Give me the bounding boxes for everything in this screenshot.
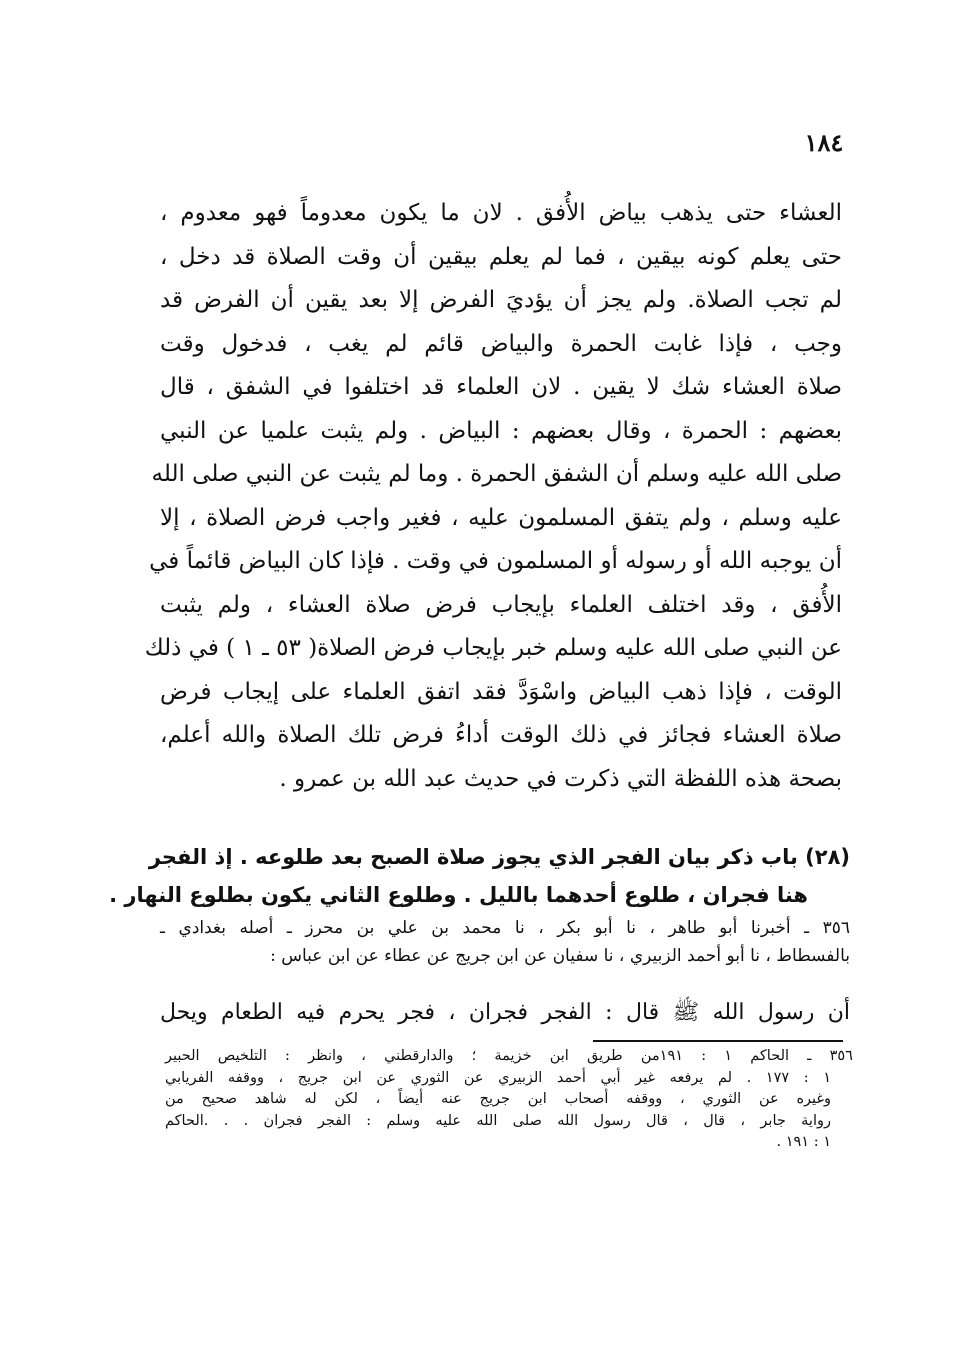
body-line: وجب ، فإذا غابت الحمرة والبياض قائم لم يغب ، فدخول وقت (160, 330, 842, 357)
footnote-line: وغيره عن الثوري ، ووقفه أصحاب ابن جريج عنه أيضاً ، لكن له شاهد صحيح من (165, 1091, 831, 1108)
body-line: حتى يعلم كونه بيقين ، فما لم يعلم بيقين أن وقت الصلاة قد دخل ، (160, 243, 842, 270)
body-line: العشاء حتى يذهب بياض الأُفق . لان ما يكون معدوماً فهو معدوم ، (160, 200, 842, 226)
body-line: بصحة هذه اللفظة التي ذكرت في حديث عبد الله بن عمرو . (279, 765, 842, 792)
footnote-line: ١ : ١٩١ . (776, 1134, 831, 1151)
page-number: ١٨٤ (804, 128, 844, 157)
main-body-text (144, 192, 842, 801)
footnote-line: ١ : ١٧٧ . لم يرفعه غير أبي أحمد الزبيري عن الثوري عن ابن جريج ، ووقفه الفريابي (165, 1069, 831, 1086)
hadith-text: أن رسول الله ﷺ قال : الفجر فجران ، فجر يحرم فيه الطعام ويحل (160, 1000, 850, 1025)
chapter-heading-line: (٢٨) باب ذكر بيان الفجر الذي يجوز صلاة الصبح بعد طلوعه . إذ الفجر (148, 845, 850, 869)
body-line: بعضهم : الحمرة ، وقال بعضهم : البياض . ولم يثبت علميا عن النبي (160, 417, 842, 444)
hadith-chain-line: بالفسطاط ، نا أبو أحمد الزبيري ، نا سفيان عن ابن جريج عن عطاء عن ابن عباس : (270, 946, 850, 966)
body-line: لم تجب الصلاة. ولم يجز أن يؤديَ الفرض إلا بعد يقين أن الفرض قد (160, 287, 842, 313)
hadith-chain (160, 914, 850, 970)
body-line: الأُفق ، وقد اختلف العلماء بإيجاب فرض صلاة العشاء ، ولم يثبت (160, 591, 842, 618)
chapter-heading (109, 838, 850, 914)
body-line: أن يوجبه الله أو رسوله أو المسلمون في وقت . فإذا كان البياض قائماً في (149, 548, 842, 574)
footnote-line: ٣٥٦ ـ الحاكم ١ : ١٩١من طريق ابن خزيمة ؛ والدارقطني ، وانظر : التلخيص الحبير (165, 1048, 853, 1064)
footnote-divider (593, 1040, 843, 1042)
body-line: صلى الله عليه وسلم أن الشفق الحمرة . وما لم يثبت عن النبي صلى الله (151, 461, 842, 487)
body-line: عن النبي صلى الله عليه وسلم خبر بإيجاب فرض الصلاة( ٥٣ ـ ١ ) في ذلك (144, 635, 842, 661)
body-line: صلاة العشاء شك لا يقين . لان العلماء قد اختلفوا في الشفق ، قال (160, 374, 842, 400)
body-line: صلاة العشاء فجائز في ذلك الوقت أداءُ فرض تلك الصلاة والله أعلم، (160, 722, 842, 748)
footnotes (165, 1046, 853, 1154)
body-line: الوقت ، فإذا ذهب البياض واسْوَدَّ فقد اتفق العلماء على إيجاب فرض (160, 678, 842, 705)
footnote-line: رواية جابر ، قال ، قال رسول الله صلى الله عليه وسلم : الفجر فجران . . .الحاكم (165, 1112, 831, 1129)
body-line: عليه وسلم ، ولم يتفق المسلمون عليه ، فغير واجب فرض الصلاة ، إلا (160, 504, 842, 531)
chapter-heading-line: هنا فجران ، طلوع أحدهما بالليل . وطلوع الثاني يكون بطلوع النهار . (109, 883, 808, 907)
hadith-chain-line: ٣٥٦ ـ أخبرنا أبو طاهر ، نا أبو بكر ، نا محمد بن علي بن محرز ـ أصله بغدادي ـ (160, 918, 850, 938)
